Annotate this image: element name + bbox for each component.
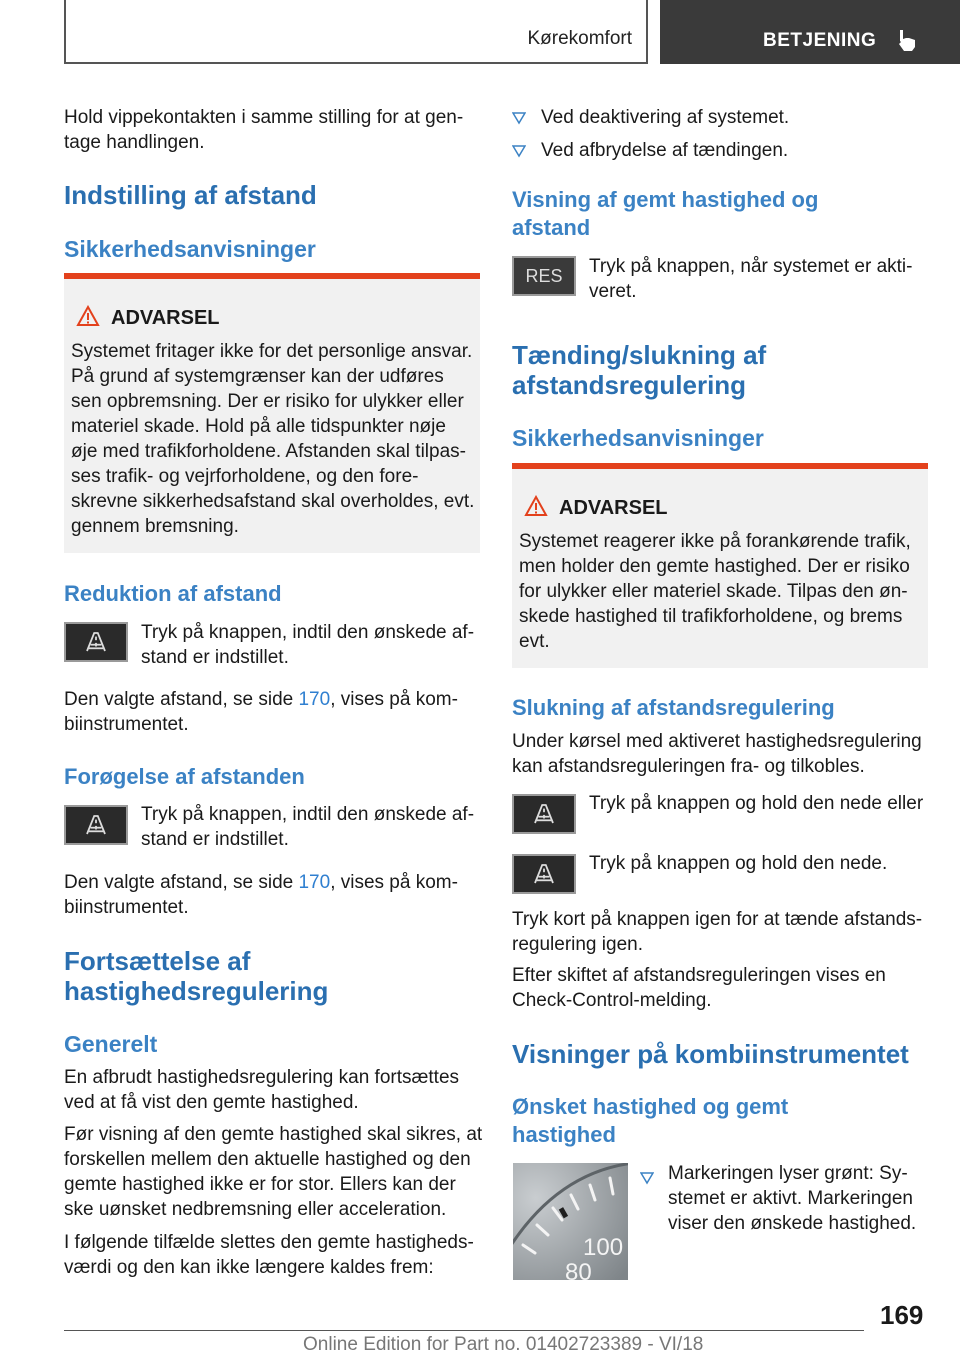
gauge-label-100: 100 — [583, 1234, 624, 1261]
page-number: 169 — [880, 1300, 924, 1330]
intro-paragraph — [64, 105, 463, 155]
heading-line: Visning af gemt hastighed og — [512, 187, 819, 212]
bullet-triangle-icon — [512, 111, 526, 125]
distance-button-image — [64, 622, 128, 662]
distance-icon — [66, 624, 126, 660]
text-line: sen opbremsning. Der er risiko for ulykker eller — [71, 391, 464, 412]
text-line: øje med trafikforholdene. Afstanden skal tilpas- — [71, 441, 466, 462]
text-line: biinstrumentet. — [64, 714, 189, 735]
heading-sikkerhedsanvisninger: Sikkerhedsanvisninger — [512, 425, 764, 451]
text-line: ses trafik- og vejrforholdene, og den fore- — [71, 466, 419, 487]
distance-icon — [66, 807, 126, 843]
heading-line: Fortsættelse af — [64, 946, 251, 976]
text-line: gemte hastighed ikke er for stor. Ellers kan der — [64, 1174, 456, 1195]
marker-bullet-text — [668, 1161, 916, 1236]
warning-triangle-icon — [524, 495, 548, 517]
btn-a-instruction: Tryk på knappen og hold den nede eller — [589, 793, 924, 814]
distance-button-image — [512, 794, 576, 834]
text-line: Tryk på knappen, indtil den ønskede af- — [141, 804, 475, 825]
trykkort-paragraph — [512, 907, 922, 957]
text-line: stand er indstillet. — [141, 829, 289, 850]
heading-line: Ønsket hastighed og gemt — [512, 1094, 789, 1119]
heading-sikkerhedsanvisninger: Sikkerhedsanvisninger — [64, 236, 316, 262]
btn-b-instruction: Tryk på knappen og hold den nede. — [589, 853, 888, 874]
text-span: Den valgte afstand, se side — [64, 689, 299, 710]
foelgende-paragraph — [64, 1230, 474, 1280]
footer-edition: Online Edition for Part no. 01402723389 - VI/18 — [303, 1334, 704, 1355]
text-line: værdi og den kan ikke længere kaldes frem: — [64, 1257, 434, 1278]
heading-reduktion-af-afstand: Reduktion af afstand — [64, 581, 282, 606]
text-line: På grund af systemgrænser kan der udføres — [71, 366, 444, 387]
text-line: Markeringen lyser grønt: Sy- — [668, 1163, 908, 1184]
text-line: biinstrumentet. — [64, 897, 189, 918]
text-span: , vises på kom- — [330, 872, 458, 893]
text-line: Check-Control-melding. — [512, 990, 712, 1011]
text-line: Efter skiftet af afstandsreguleringen vises en — [512, 965, 886, 986]
warning-box — [512, 463, 928, 668]
footer-divider — [64, 1330, 864, 1331]
header-section-title: Kørekomfort — [527, 28, 632, 49]
text-line: stemet er aktivt. Markeringen — [668, 1188, 913, 1209]
gauge-label-80: 80 — [565, 1259, 592, 1280]
text-line: men holder den gemte hastighed. Der er risiko — [519, 556, 910, 577]
distance-button-image — [64, 805, 128, 845]
text-line: Før visning af den gemte hastighed skal sikres, at — [64, 1124, 483, 1145]
text-line: veret. — [589, 281, 637, 302]
heading-visning-gemt-hastighed — [512, 186, 818, 242]
heading-line: hastighed — [512, 1122, 616, 1147]
warning-title: ADVARSEL — [111, 307, 220, 329]
heading-fortsaettelse — [64, 946, 328, 1006]
speedometer-graphic — [513, 1163, 628, 1280]
heading-line: hastighedsregulering — [64, 976, 329, 1006]
speedometer-image — [513, 1163, 628, 1280]
text-line: for ulykker eller materiel skade. Tilpas den øn- — [519, 581, 908, 602]
text-line: tage handlingen. — [64, 132, 205, 153]
text-line: stand er indstillet. — [141, 647, 289, 668]
generelt-paragraph — [64, 1065, 459, 1115]
text-line: kan afstandsreguleringen fra- og tilkobles. — [512, 756, 865, 777]
heading-line: afstand — [512, 215, 591, 240]
heading-oensket-hastighed — [512, 1093, 788, 1149]
efter-paragraph — [512, 963, 886, 1013]
bullet-triangle-icon — [512, 144, 526, 158]
text-line: Systemet fritager ikke for det personlige ansvar. — [71, 341, 473, 362]
pointing-hand-icon — [896, 28, 918, 52]
text-line: skede hastighed til trafikforholdene, og brems — [519, 606, 903, 627]
heading-forogelse-af-afstanden: Forøgelse af afstanden — [64, 764, 305, 789]
text-line: gennem bremsning. — [71, 516, 239, 537]
header-chapter-title: BETJENING — [763, 30, 877, 51]
warning-box — [64, 273, 480, 553]
heading-generelt: Generelt — [64, 1031, 158, 1057]
header-chapter-box — [660, 0, 960, 64]
text-line: evt. — [519, 631, 550, 652]
res-button-label: RES — [525, 266, 563, 286]
res-instruction — [589, 254, 912, 304]
heading-line: Tænding/slukning af — [512, 340, 767, 370]
text-line: I følgende tilfælde slettes den gemte hastigheds- — [64, 1232, 474, 1253]
text-span: Den valgte afstand, se side — [64, 872, 299, 893]
heading-slukning: Slukning af afstandsregulering — [512, 695, 835, 720]
warning-title: ADVARSEL — [559, 497, 668, 519]
text-line: Under kørsel med aktiveret hastighedsregulering — [512, 731, 922, 752]
text-span: , vises på kom- — [330, 689, 458, 710]
text-line: ske uønsket nedbremsning eller acceleration. — [64, 1199, 447, 1220]
foer-paragraph — [64, 1122, 482, 1222]
header-section-box — [64, 0, 648, 64]
page-reference-link[interactable]: 170 — [298, 689, 331, 710]
slukning-paragraph — [512, 729, 922, 779]
heading-visninger-kombiinstrument: Visninger på kombiinstrumentet — [512, 1039, 909, 1069]
distance-icon — [514, 796, 574, 832]
text-line: skrevne sikkerhedsafstand skal overholdes, evt. — [71, 491, 475, 512]
text-line: ved at få vist den gemte hastighed. — [64, 1092, 359, 1113]
distance-button-image — [512, 854, 576, 894]
page-reference-link[interactable]: 170 — [298, 872, 331, 893]
forogelse-instruction — [141, 802, 474, 852]
text-line: En afbrudt hastighedsregulering kan fortsættes — [64, 1067, 460, 1088]
text-line: viser den ønskede hastighed. — [668, 1213, 917, 1234]
text-line: regulering igen. — [512, 934, 643, 955]
reduktion-instruction — [141, 620, 474, 670]
bullet-item: Ved deaktivering af systemet. — [541, 107, 790, 128]
warning-triangle-icon — [76, 305, 100, 327]
text-line: Systemet reagerer ikke på forankørende trafik, — [519, 531, 911, 552]
res-button-image — [512, 256, 576, 296]
text-line: Tryk på knappen, når systemet er akti- — [589, 256, 913, 277]
text-line: materiel skade. Hold på alle tidspunkter nøje — [71, 416, 446, 437]
warning-text — [71, 339, 474, 539]
bullet-item: Ved afbrydelse af tændingen. — [541, 140, 789, 161]
heading-indstilling-af-afstand: Indstilling af afstand — [64, 180, 317, 210]
bullet-triangle-icon — [640, 1171, 654, 1185]
forogelse-note — [64, 870, 458, 920]
heading-taending-slukning — [512, 340, 766, 400]
text-line: Hold vippekontakten i samme stilling for at gen- — [64, 107, 464, 128]
reduktion-note — [64, 687, 458, 737]
heading-line: afstandsregulering — [512, 370, 747, 400]
text-line: Tryk kort på knappen igen for at tænde afstands- — [512, 909, 923, 930]
distance-icon — [514, 856, 574, 892]
warning-text — [519, 529, 911, 654]
text-line: forskellen mellem den aktuelle hastighed og den — [64, 1149, 471, 1170]
text-line: Tryk på knappen, indtil den ønskede af- — [141, 622, 475, 643]
